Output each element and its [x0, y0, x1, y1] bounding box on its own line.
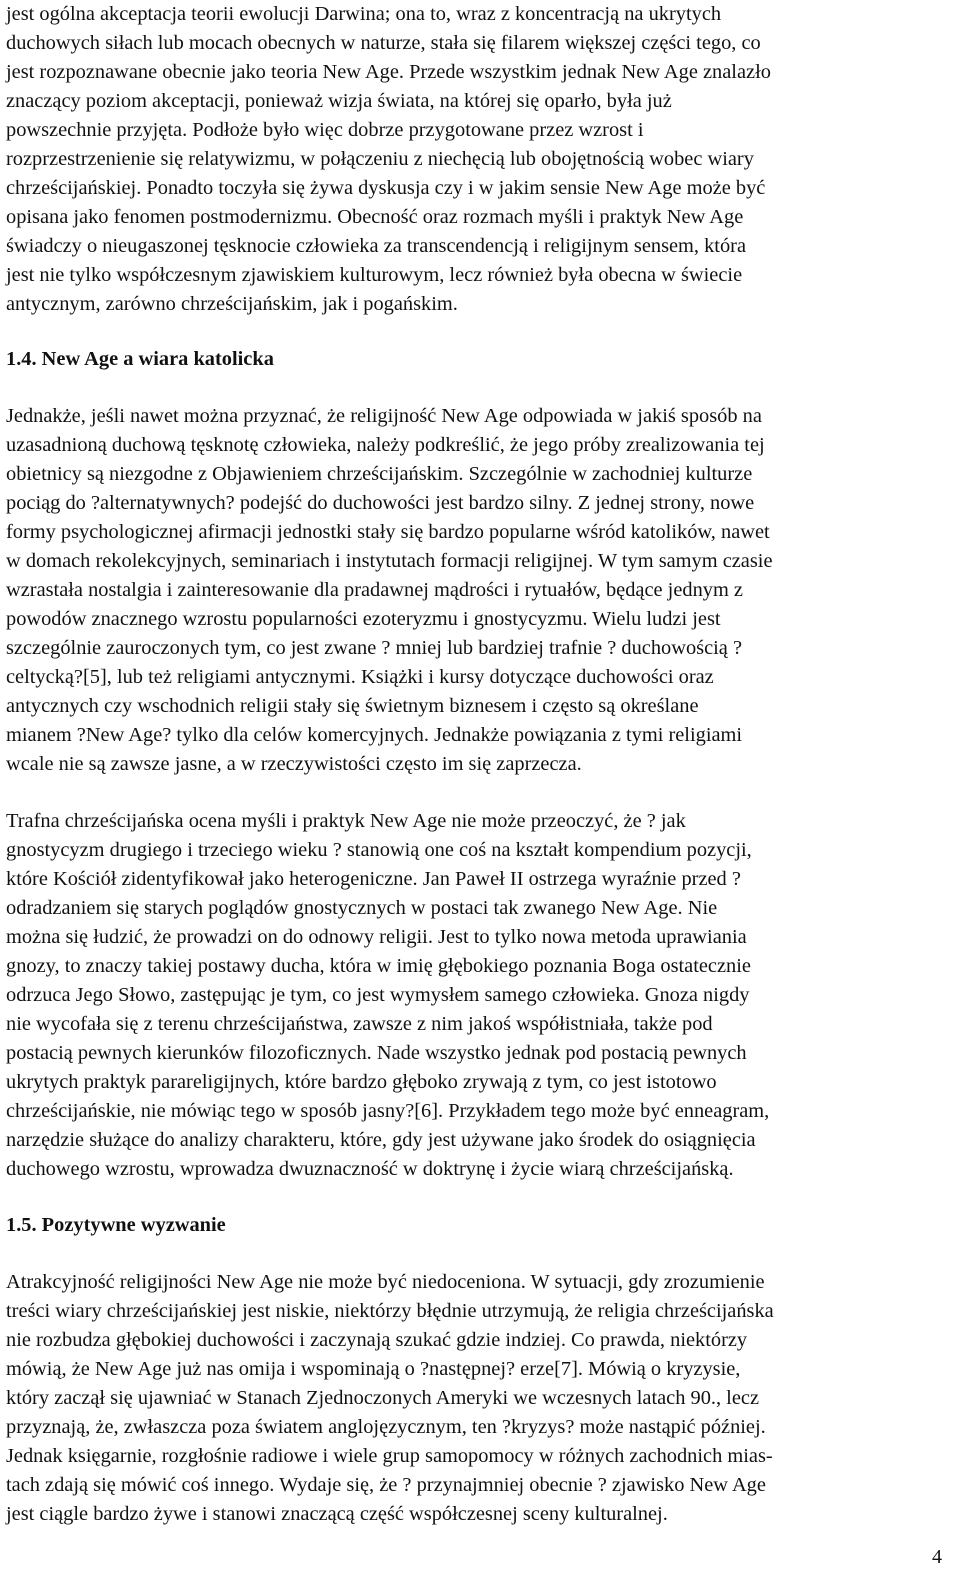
text-line: jest ciągle bardzo żywe i stanowi znaczącą część współczesnej sceny kulturalnej.: [6, 1503, 668, 1525]
text-line: odrzuca Jego Słowo, zastępując je tym, co jest wymysłem samego człowieka. Gnoza nigdy: [6, 984, 750, 1006]
text-line: Jednak księgarnie, rozgłośnie radiowe i wiele grup samopomocy w różnych zachodnich mias-: [6, 1445, 773, 1467]
text-line: powszechnie przyjęta. Podłoże było więc dobrze przygotowane przez wzrost i: [6, 119, 644, 141]
text-line: pociąg do ?alternatywnych? podejść do duchowości jest bardzo silny. Z jednej strony, nowe: [6, 492, 755, 514]
text-line: które Kościół zidentyfikował jako heterogeniczne. Jan Paweł II ostrzega wyraźnie przed ?: [6, 868, 741, 890]
text-line: Atrakcyjność religijności New Age nie może być niedoceniona. W sytuacji, gdy zrozumienie: [6, 1271, 765, 1293]
text-line: przyznają, że, zwłaszcza poza światem anglojęzycznym, ten ?kryzys? może nastąpić później.: [6, 1416, 766, 1438]
text-line: rozprzestrzenienie się relatywizmu, w połączeniu z niechęcią lub obojętnością wobec wiary: [6, 148, 754, 170]
text-line: narzędzie służące do analizy charakteru, które, gdy jest używane jako środek do osiągnięcia: [6, 1129, 756, 1151]
text-line: jest ogólna akceptacja teorii ewolucji Darwina; ona to, wraz z koncentracją na ukrytych: [6, 3, 722, 25]
text-line: formy psychologicznej afirmacji jednostki stały się bardzo popularne wśród katolików, nawet: [6, 521, 770, 543]
text-line: jest nie tylko współczesnym zjawiskiem kulturowym, lecz również była obecna w świecie: [6, 264, 743, 286]
text-line: celtycką?[5], lub też religiami antycznymi. Książki i kursy dotyczące duchowości oraz: [6, 666, 714, 688]
section-heading: 1.4. New Age a wiara katolicka: [6, 348, 274, 370]
text-line: mówią, że New Age już nas omija i wspominają o ?następnej? erze[7]. Mówią o kryzysie,: [6, 1358, 741, 1380]
text-line: Jednakże, jeśli nawet można przyznać, że religijność New Age odpowiada w jakiś sposób na: [6, 405, 762, 427]
paragraph: [6, 807, 956, 1184]
text-line: chrześcijańskiej. Ponadto toczyła się żywa dyskusja czy i w jakim sensie New Age może być: [6, 177, 766, 199]
text-line: znaczący poziom akceptacji, ponieważ wizja świata, na której się oparło, była już: [6, 90, 672, 112]
text-line: antycznych czy wschodnich religii stały się świetnym biznesem i często są określane: [6, 695, 699, 717]
text-line: powodów znacznego wzrostu popularności ezoteryzmu i gnostycyzmu. Wielu ludzi jest: [6, 608, 721, 630]
text-line: opisana jako fenomen postmodernizmu. Obecność oraz rozmach myśli i praktyk New Age: [6, 206, 744, 228]
text-line: uzasadnioną duchową tęsknotę człowieka, należy podkreślić, że jego próby zrealizowania tej: [6, 434, 765, 456]
page-number: 4: [932, 1546, 942, 1568]
text-line: gnozy, to znaczy takiej postawy ducha, która w imię głębokiego poznania Boga ostatecznie: [6, 955, 751, 977]
text-line: duchowego wzrostu, wprowadza dwuznaczność w doktrynę i życie wiarą chrześcijańską.: [6, 1158, 734, 1180]
paragraph: [6, 402, 956, 779]
text-line: obietnicy są niezgodne z Objawieniem chrześcijańskim. Szczególnie w zachodniej kulturze: [6, 463, 753, 485]
text-line: szczególnie zauroczonych tym, co jest zwane ? mniej lub bardziej trafnie ? duchowością ?: [6, 637, 743, 659]
text-line: wcale nie są zawsze jasne, a w rzeczywistości często im się zaprzecza.: [6, 753, 582, 775]
text-line: ukrytych praktyk parareligijnych, które bardzo głęboko zrywają z tym, co jest istotowo: [6, 1071, 717, 1093]
text-line: w domach rekolekcyjnych, seminariach i instytutach formacji religijnej. W tym samym czasie: [6, 550, 773, 572]
text-line: treści wiary chrześcijańskiej jest niskie, niektórzy błędnie utrzymują, że religia chrześcijańska: [6, 1300, 774, 1322]
text-line: odradzaniem się starych poglądów gnostycznych w postaci tak zwanego New Age. Nie: [6, 897, 718, 919]
text-line: wzrastała nostalgia i zainteresowanie dla pradawnej mądrości i rytuałów, będące jednym z: [6, 579, 743, 601]
text-line: można się łudzić, że prowadzi on do odnowy religii. Jest to tylko nowa metoda uprawiania: [6, 926, 747, 948]
text-line: nie wycofała się z terenu chrześcijaństwa, zawsze z nim jakoś współistniała, także pod: [6, 1013, 713, 1035]
text-line: chrześcijańskie, nie mówiąc tego w sposób jasny?[6]. Przykładem tego może być enneagram,: [6, 1100, 770, 1122]
text-line: jest rozpoznawane obecnie jako teoria New Age. Przede wszystkim jednak New Age znalazło: [6, 61, 771, 83]
paragraph: [6, 1268, 956, 1529]
section-heading: 1.5. Pozytywne wyzwanie: [6, 1214, 226, 1236]
text-line: gnostycyzm drugiego i trzeciego wieku ? stanowią one coś na kształt kompendium pozycji,: [6, 839, 752, 861]
text-line: który zaczął się ujawniać w Stanach Zjednoczonych Ameryki we wczesnych latach 90., lecz: [6, 1387, 759, 1409]
text-line: mianem ?New Age? tylko dla celów komercyjnych. Jednakże powiązania z tymi religiami: [6, 724, 743, 746]
text-line: Trafna chrześcijańska ocena myśli i praktyk New Age nie może przeoczyć, że ? jak: [6, 810, 686, 832]
text-line: postacią pewnych kierunków filozoficznych. Nade wszystko jednak pod postacią pewnych: [6, 1042, 747, 1064]
text-line: nie rozbudza głębokiej duchowości i zaczynają szukać gdzie indziej. Co prawda, niektórzy: [6, 1329, 748, 1351]
text-line: świadczy o nieugaszonej tęsknocie człowieka za transcendencją i religijnym sensem, która: [6, 235, 747, 257]
text-line: tach zdają się mówić coś innego. Wydaje się, że ? przynajmniej obecnie ? zjawisko New Age: [6, 1474, 766, 1496]
text-line: duchowych siłach lub mocach obecnych w naturze, stała się filarem większej części tego, co: [6, 32, 761, 54]
text-line: antycznym, zarówno chrześcijańskim, jak i pogańskim.: [6, 293, 458, 315]
paragraph: [6, 0, 956, 319]
